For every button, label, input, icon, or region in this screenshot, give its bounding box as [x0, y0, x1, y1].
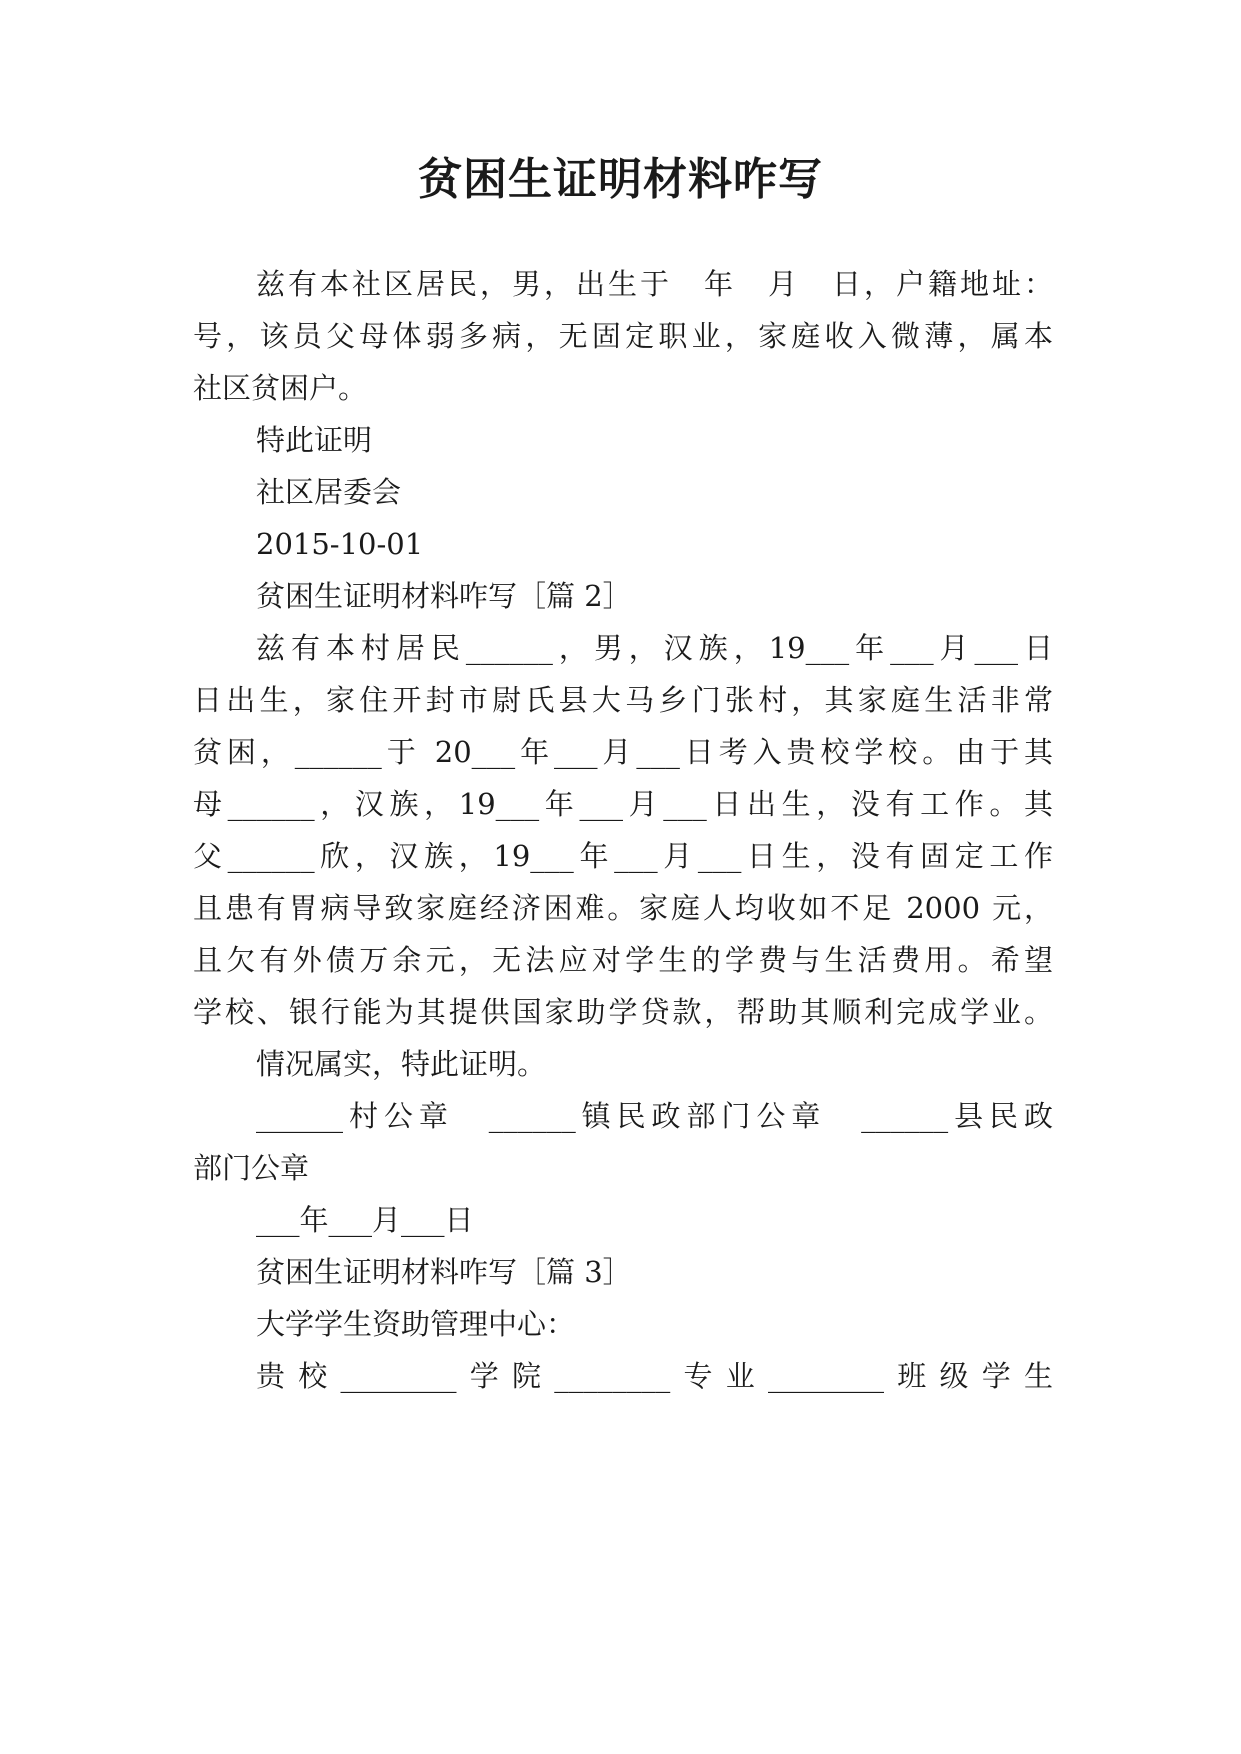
paragraph-line: 母______，汉族，19___年___月___日出生，没有工作。其: [193, 787, 1053, 821]
paragraph-line: 兹有本村居民______，男，汉族，19___年___月___日: [256, 631, 1053, 665]
paragraph-line: 贵校________学院________专业________班级学生: [256, 1359, 1053, 1393]
paragraph-line: 大学学生资助管理中心：: [256, 1307, 576, 1341]
section-heading: 贫困生证明材料咋写［篇 3］: [256, 1255, 632, 1289]
paragraph-line: 父______欣，汉族，19___年___月___日生，没有固定工作: [193, 839, 1053, 873]
paragraph-line: 学校、银行能为其提供国家助学贷款，帮助其顺利完成学业。: [193, 995, 1053, 1029]
seal-line: 部门公章: [193, 1151, 310, 1185]
date-blank-line: ___年___月___日: [256, 1203, 474, 1237]
paragraph-line: 社区居委会: [256, 475, 402, 509]
section-heading: 贫困生证明材料咋写［篇 2］: [256, 579, 632, 613]
paragraph-line: 兹有本社区居民，男，出生于 年 月 日，户籍地址：: [256, 267, 1053, 301]
document-title: 贫困生证明材料咋写: [418, 154, 823, 205]
paragraph-line: 且欠有外债万余元，无法应对学生的学费与生活费用。希望: [193, 943, 1053, 977]
paragraph-line: 且患有胃病导致家庭经济困难。家庭人均收如不足 2000 元，: [193, 891, 1053, 925]
date-line: 2015-10-01: [256, 527, 424, 561]
paragraph-line: 社区贫困户。: [193, 371, 368, 405]
paragraph-line: 日出生，家住开封市尉氏县大马乡门张村，其家庭生活非常: [193, 683, 1053, 717]
paragraph-line: 情况属实，特此证明。: [256, 1047, 547, 1081]
paragraph-line: 贫困，______于 20___年___月___日考入贵校学校。由于其: [193, 735, 1053, 769]
paragraph-line: 号，该员父母体弱多病，无固定职业，家庭收入微薄，属本: [193, 319, 1053, 353]
paragraph-line: 特此证明: [256, 423, 373, 457]
seal-line: ______村公章 ______镇民政部门公章 ______县民政: [256, 1099, 1053, 1133]
